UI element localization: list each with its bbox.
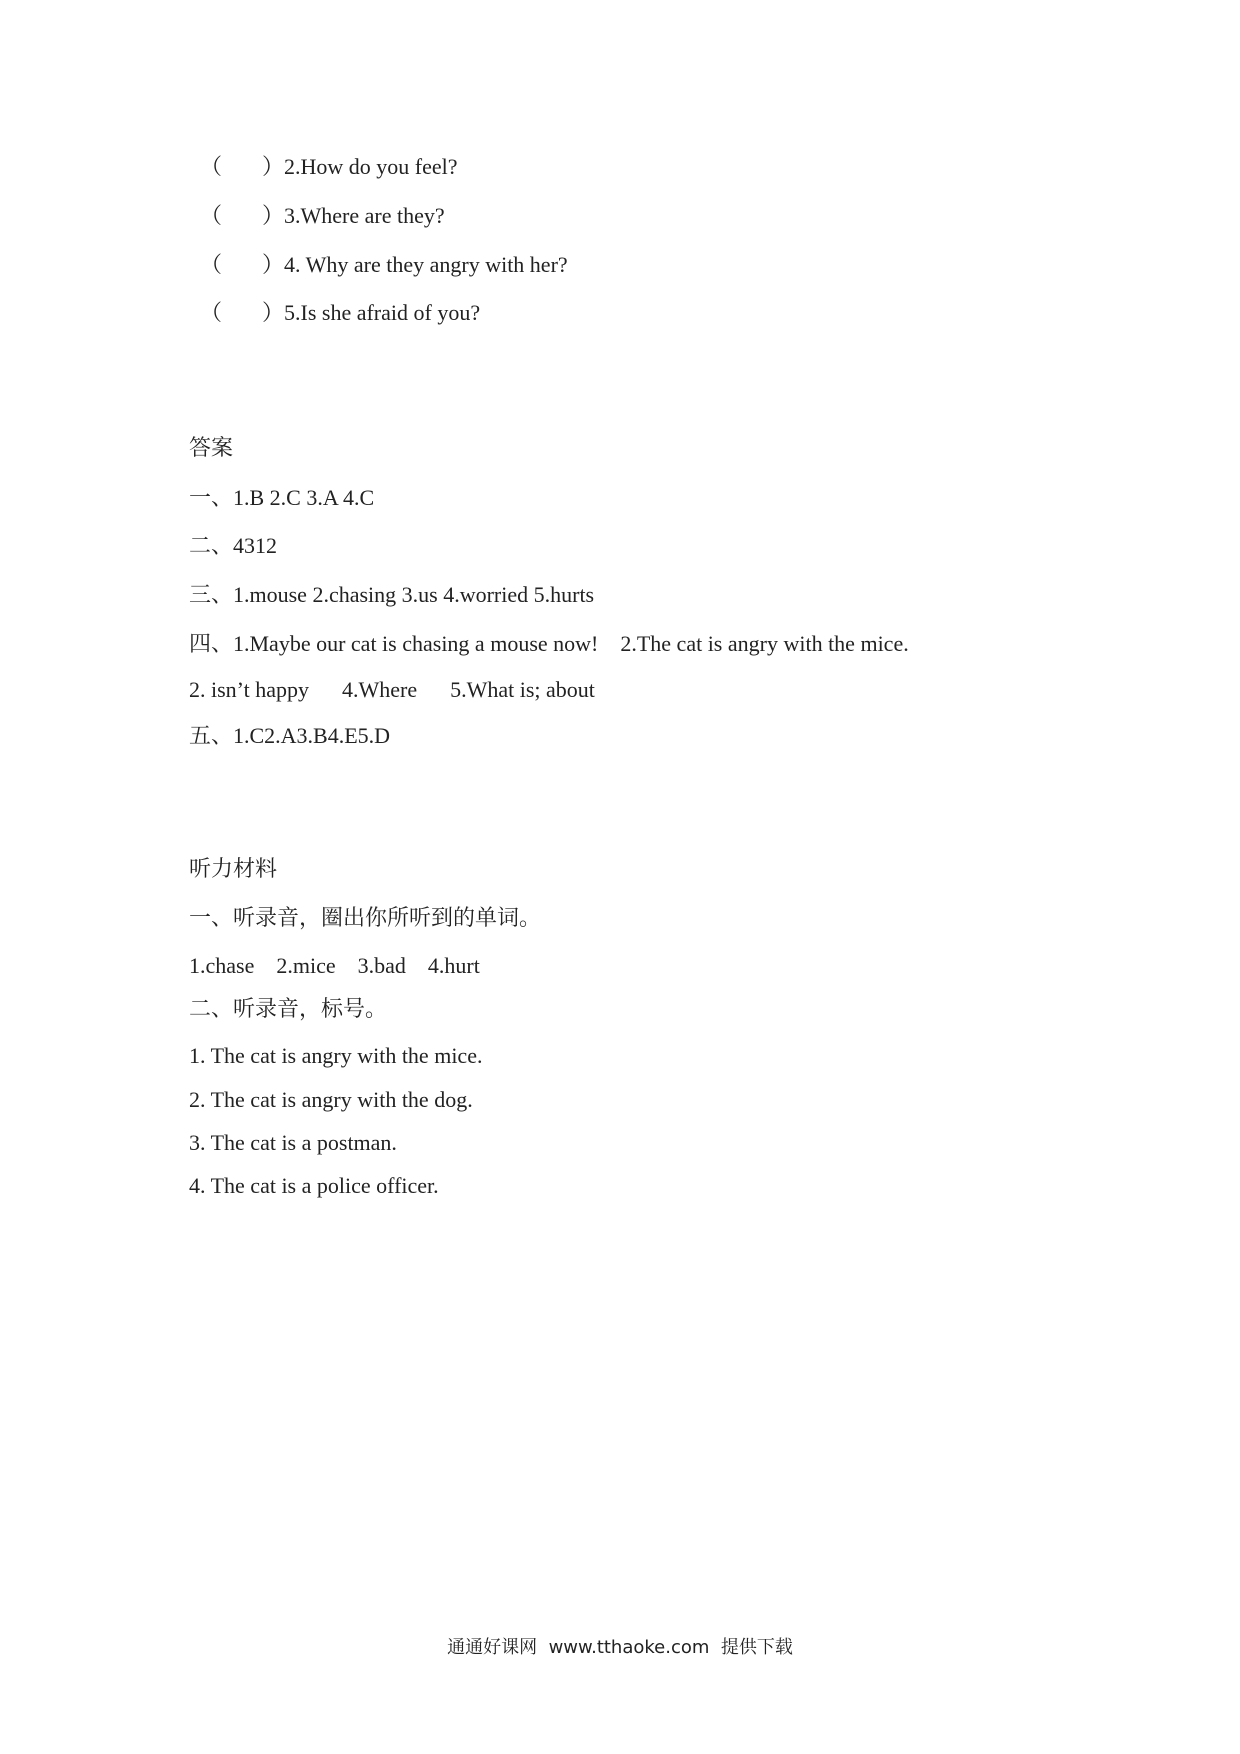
question-4-bracket: （: [200, 252, 223, 277]
listening-line: 1.chase 2.mice 3.bad 4.hurt: [189, 953, 480, 978]
answer-line: 五、1.C2.A3.B4.E5.D: [189, 723, 391, 748]
question-2-bracket: （: [200, 154, 223, 179]
listening-line: 3. The cat is a postman.: [189, 1130, 397, 1155]
question-2-text: ）2.How do you feel?: [262, 154, 458, 179]
answers-title: 答案: [189, 435, 234, 460]
listening-title: 听力材料: [189, 856, 278, 881]
question-5-bracket: （: [200, 300, 223, 325]
listening-line: 一、听录音，圈出你所听到的单词。: [189, 905, 542, 930]
answer-line: 二、4312: [189, 533, 278, 558]
page-footer: 通通好课网 www.tthaoke.com 提供下载: [447, 1637, 793, 1658]
question-5-text: ）5.Is she afraid of you?: [262, 300, 481, 325]
answer-line: 三、1.mouse 2.chasing 3.us 4.worried 5.hurts: [189, 582, 595, 607]
listening-line: 二、听录音，标号。: [189, 996, 388, 1021]
answer-line: 一、1.B 2.C 3.A 4.C: [189, 485, 375, 510]
question-3-bracket: （: [200, 203, 223, 228]
listening-line: 4. The cat is a police officer.: [189, 1173, 439, 1198]
listening-line: 2. The cat is angry with the dog.: [189, 1087, 473, 1112]
listening-line: 1. The cat is angry with the mice.: [189, 1043, 483, 1068]
answer-line: 2. isn’t happy 4.Where 5.What is; about: [189, 677, 595, 702]
answer-line: 四、1.Maybe our cat is chasing a mouse now! 2.The cat is angry with the mice.: [189, 631, 909, 656]
question-3-text: ）3.Where are they?: [262, 203, 445, 228]
question-4-text: ）4. Why are they angry with her?: [262, 252, 568, 277]
